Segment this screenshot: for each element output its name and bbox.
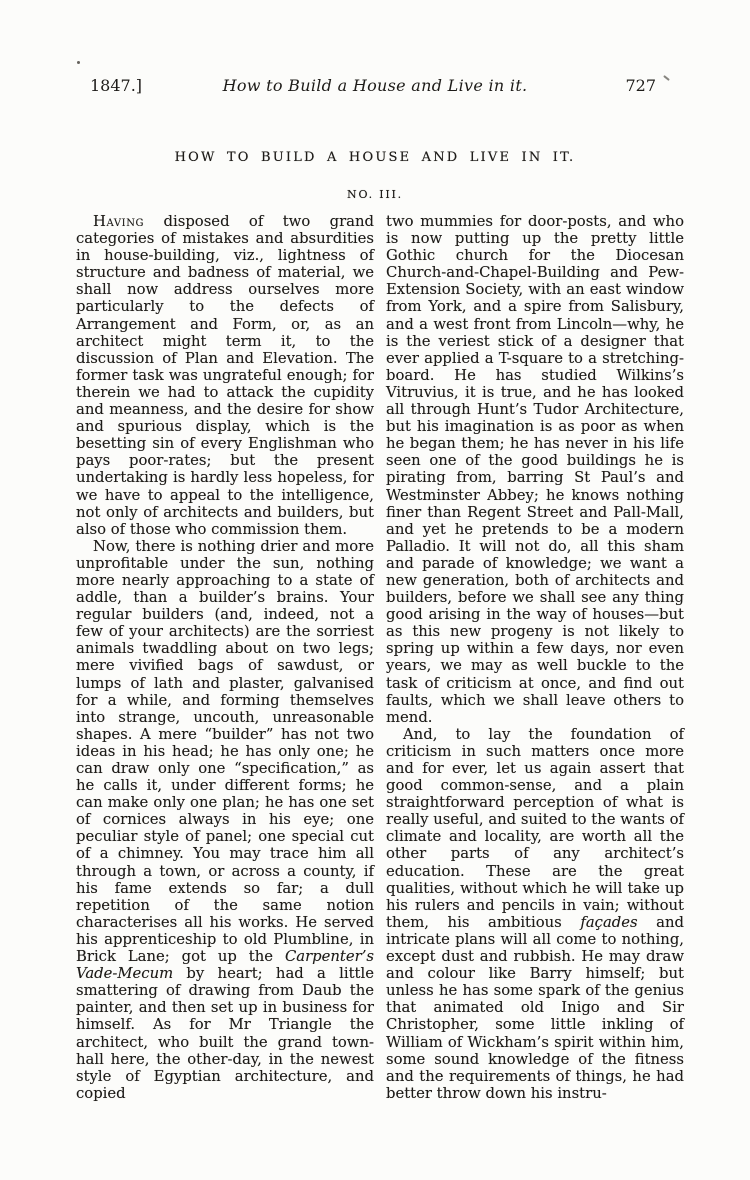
scan-speck-icon xyxy=(77,61,80,64)
paragraph xyxy=(386,726,684,1102)
paragraph xyxy=(76,538,374,1102)
left-column xyxy=(76,213,374,1102)
text-segment: by heart; had a little smattering of drawing from Daub the painter, and then set up in business for himself. As for Mr Triangle the architect, who built the grand town-hall here, the other-day, in the newest style of Egyptian architecture, and copied xyxy=(76,965,374,1102)
text-segment: two mummies for door-posts, and who is now putting up the pretty little Gothic church for the Diocesan Church-and-Chapel-Building and Pew-Extension Society, with an east window from York, and a spire from Salisbury, and a west front from Lincoln—why, he is the veriest stick of a designer that ever applied a T-square to a stretching-board. He has studied Wilkins’s Vitruvius, it is true, and he has looked all through Hunt’s Tudor Architecture, but his imagination is as poor as when he began them; he has never in his life seen one of the good buildings he is pirating from, barring St Paul’s and Westminster Abbey; he knows nothing finer than Regent Street and Pall-Mall, and yet he pretends to be a modern Palladio. It will not do, all this sham and parade of knowledge; we want a new generation, both of architects and builders, before we shall see any thing good arising in the way of houses—but as this new progeny is not likely to spring up within a few days, nor even years, we may as well buckle to the task of criticism at once, and find out faults, which we shall leave others to mend. xyxy=(386,213,684,726)
page-number: 727 xyxy=(625,76,656,95)
article-title: HOW TO BUILD A HOUSE AND LIVE IN IT. xyxy=(174,150,576,165)
text-segment: façades xyxy=(580,913,638,931)
text-segment: disposed of two grand categories of mistakes and absurdities in house-building, viz., lightness of structure and badness of material, we shall now address ourselves more particularly to the defects of Arrangement and Form, or, as an architect might term it, to the discussion of Plan and Elevation. The former task was ungrateful enough; for therein we had to attack the cupidity and meanness, and the desire for show and spurious display, which is the besetting sin of every Englishman who pays poor-rates; but the present undertaking is hardly less hopeless, for we have to appeal to the intelligence, not only of architects and builders, but also of those who commission them. xyxy=(76,213,374,538)
header-year: 1847.] xyxy=(90,76,143,95)
running-title: How to Build a House and Live in it. xyxy=(222,76,528,95)
paragraph xyxy=(76,213,374,538)
page-header xyxy=(0,76,750,98)
right-column xyxy=(386,213,684,1102)
text-segment: Carpenter’s Vade-Mecum xyxy=(76,948,374,983)
text-segment: And, to lay the foundation of criticism in such matters once more and for ever, let us again assert that good common-sense, and a plain straightforward perception of what is really useful, and suited to the wants of climate and locality, are worth all the other parts of any architect’s education. These are the great qualities, without which he will take up his rulers and pencils in vain; without them, his ambitious xyxy=(386,725,684,931)
paragraph xyxy=(386,213,684,726)
text-segment: Now, there is nothing drier and more unprofitable under the sun, nothing more nearly approaching to a state of addle, than a builder’s brains. Your regular builders (and, indeed, not a few of your architects) are the sorriest animals twaddling about on two legs; mere vivified bags of sawdust, or lumps of lath and plaster, galvanised for a while, and forming themselves into strange, uncouth, unreasonable shapes. A mere “builder” has not two ideas in his head; he has only one; he can draw only one “specification,” as he calls it, under different forms; he can make only one plan; he has one set of cornices always in his eye; one peculiar style of panel; one special cut of a chimney. You may trace him all through a town, or across a county, if his fame extends so far; a dull repetition of the same notion characterises all his works. He served his apprenticeship to old Plumbline, in Brick Lane; got up the xyxy=(76,537,374,966)
text-segment: and intricate plans will all come to nothing, except dust and rubbish. He may draw and colour like Barry himself; but unless he has some spark of the genius that animated old Inigo and Sir Christopher, some little inkling of William of Wickham’s spirit within him, some sound knowledge of the fitness and the requirements of things, he had better throw down his instru- xyxy=(386,913,685,1102)
text-segment: Having xyxy=(93,213,145,230)
text-columns xyxy=(76,213,684,1102)
article-number: NO. III. xyxy=(347,188,403,201)
